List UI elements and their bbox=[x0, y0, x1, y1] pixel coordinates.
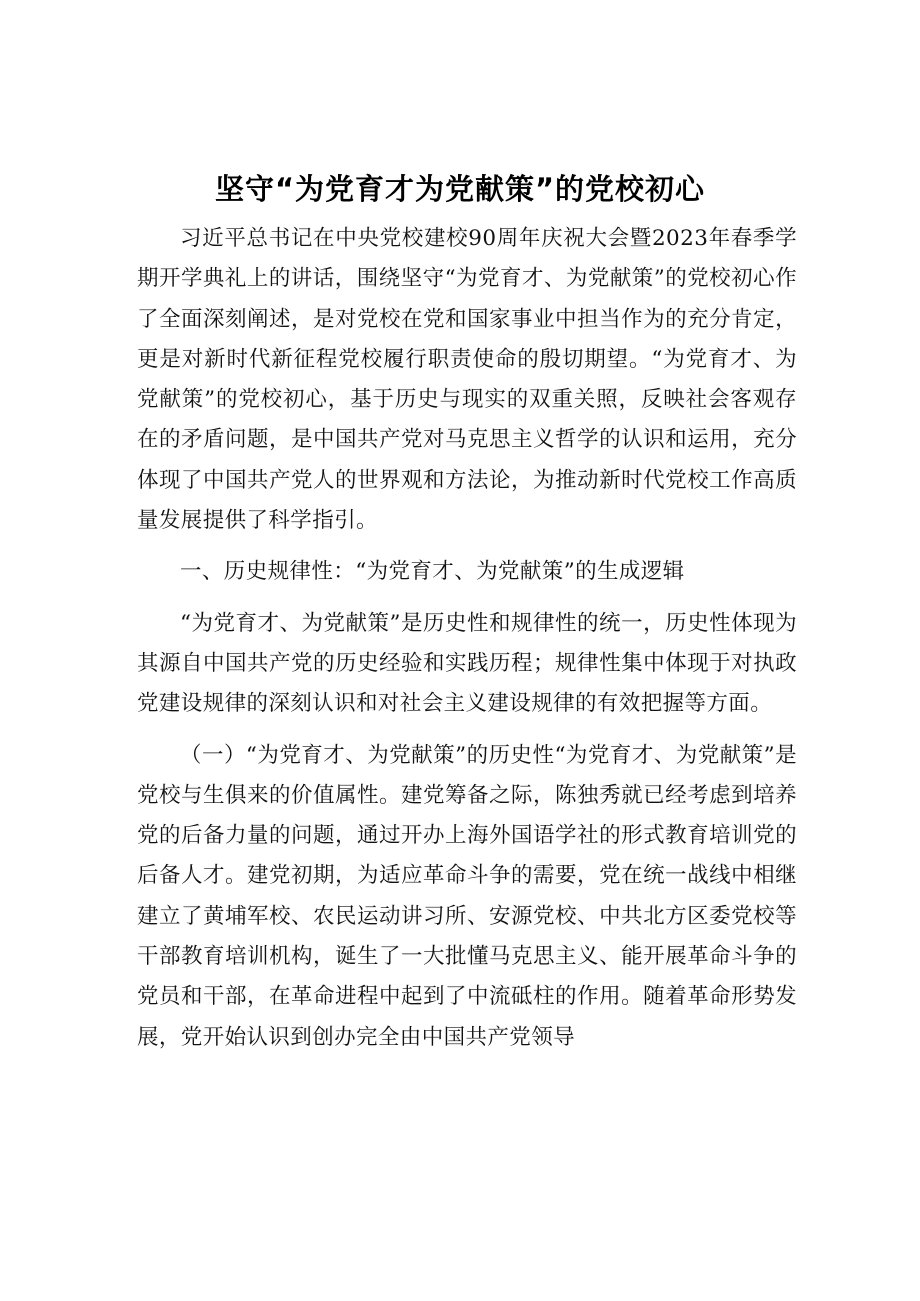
subsection-paragraph: （一）“为党育才、为党献策”的历史性“为党育才、为党献策”是党校与生俱来的价值属性。建党筹备之际，陈独秀就已经考虑到培养党的后备力量的问题，通过开办上海外国语学社的形式教育培训党的后备人才。建党初期，为适应革命斗争的需要，党在统一战线中相继建立了黄埔军校、农民运动讲习所、安源党校、中共北方区委党校等干部教育培训机构，诞生了一大批懂马克思主义、能开展革命斗争的党员和干部，在革命进程中起到了中流砥柱的作用。随着革命形势发展，党开始认识到创办完全由中国共产党领导 bbox=[137, 742, 797, 1050]
document-body bbox=[137, 219, 797, 1069]
section-heading: 一、历史规律性：“为党育才、为党献策”的生成逻辑 bbox=[180, 559, 685, 585]
document-title: 坚守“为党育才为党献策”的党校初心 bbox=[214, 172, 706, 206]
intro-paragraph: 习近平总书记在中央党校建校90周年庆祝大会暨2023年春季学期开学典礼上的讲话，围绕坚守“为党育才、为党献策”的党校初心作了全面深刻阐述，是对党校在党和国家事业中担当作为的充分肯定，更是对新时代新征程党校履行职责使命的殷切期望。“为党育才、为党献策”的党校初心，基于历史与现实的双重关照，反映社会客观存在的矛盾问题，是中国共产党对马克思主义哲学的认识和运用，充分体现了中国共产党人的世界观和方法论，为推动新时代党校工作高质量发展提供了科学指引。 bbox=[137, 226, 797, 534]
section-paragraph: “为党育才、为党献策”是历史性和规律性的统一，历史性体现为其源自中国共产党的历史经验和实践历程；规律性集中体现于对执政党建设规律的深刻认识和对社会主义建设规律的有效把握等方面。 bbox=[137, 610, 797, 717]
